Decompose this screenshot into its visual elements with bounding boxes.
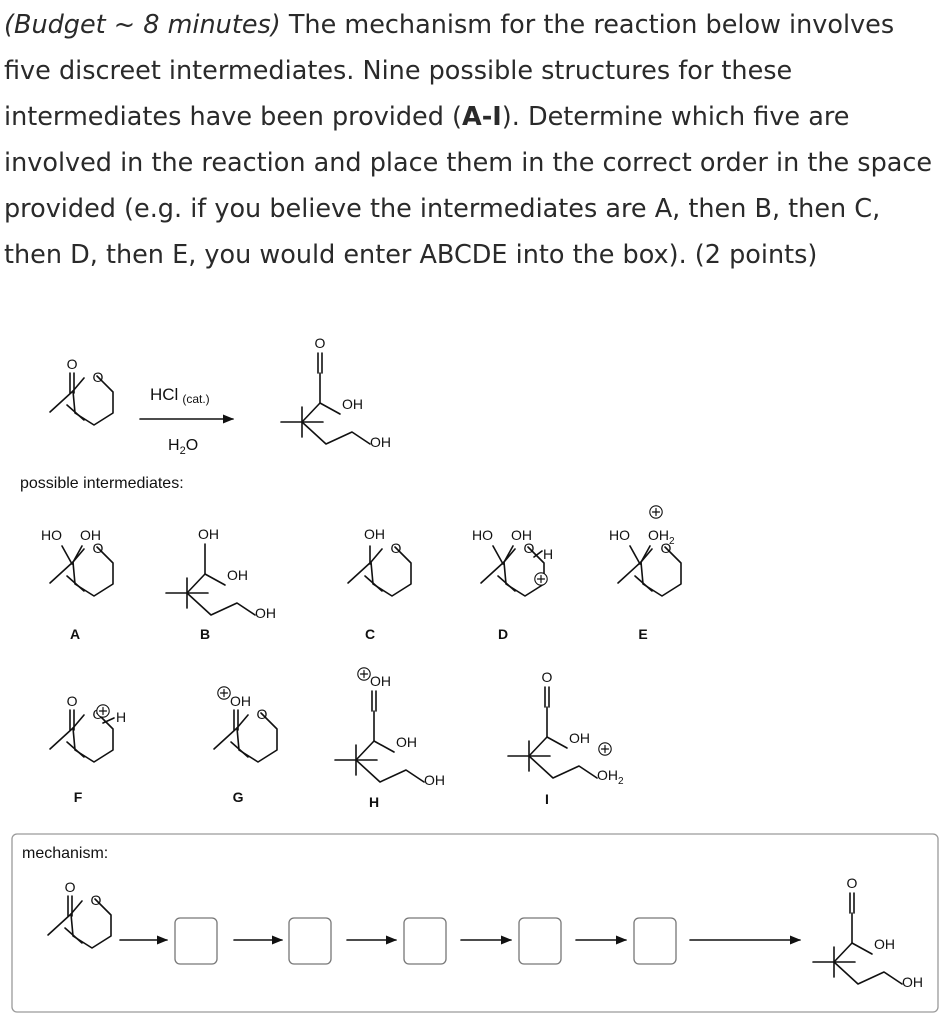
- svg-text:OH: OH: [569, 730, 590, 746]
- intermediate-a: [41, 527, 113, 642]
- svg-text:HO: HO: [41, 527, 62, 543]
- intermediate-c: [348, 526, 411, 642]
- svg-text:O: O: [314, 335, 326, 351]
- svg-text:OH2: $OH_2$: [597, 767, 624, 787]
- svg-text:OH: OH: [80, 527, 101, 543]
- svg-text:O: O: [66, 356, 78, 372]
- intermediate-i: [508, 669, 624, 807]
- svg-text:O: O: [66, 693, 78, 709]
- svg-text:O: O: [64, 879, 76, 895]
- svg-text:HO: HO: [609, 527, 630, 543]
- svg-text:G: G: [232, 789, 244, 805]
- svg-text:H: H: [543, 546, 554, 562]
- intermediate-e: [609, 506, 681, 642]
- svg-text:OH2: $OH_2$: [648, 527, 675, 547]
- svg-text:I: I: [545, 791, 549, 807]
- answer-box-1[interactable]: [175, 918, 217, 964]
- intermediate-b: [166, 526, 276, 642]
- mechanism-panel: [12, 834, 938, 1012]
- svg-text:OH: OH: [370, 434, 391, 450]
- svg-text:OH: OH: [198, 526, 219, 542]
- mechanism-title: mechanism:: [22, 845, 109, 862]
- svg-text:OH: OH: [902, 974, 923, 990]
- svg-text:HCl(cat.): HCl (cat.): [150, 385, 210, 406]
- intermediate-d: [472, 527, 553, 642]
- svg-text:OH: OH: [874, 936, 895, 952]
- question-range: A-I: [461, 102, 502, 132]
- starting-material: [50, 356, 113, 425]
- svg-text:C: C: [364, 626, 376, 642]
- svg-text:OH: OH: [511, 527, 532, 543]
- svg-text:O: O: [846, 875, 858, 891]
- answer-box-4[interactable]: [519, 918, 561, 964]
- svg-text:OH: OH: [424, 772, 445, 788]
- svg-text:B: B: [199, 626, 211, 642]
- svg-text:HO: HO: [472, 527, 493, 543]
- svg-text:H: H: [368, 794, 380, 810]
- intermediate-h: [335, 668, 445, 810]
- svg-text:OH: OH: [227, 567, 248, 583]
- intermediate-f: [50, 693, 126, 805]
- svg-text:F: F: [73, 789, 83, 805]
- svg-text:E: E: [638, 626, 648, 642]
- svg-text:O: O: [541, 669, 553, 685]
- svg-text:OH: OH: [396, 734, 417, 750]
- product: [281, 335, 391, 450]
- intermediates-heading: possible intermediates:: [20, 475, 184, 492]
- svg-text:OH: OH: [230, 693, 251, 709]
- question-text-1: The mechanism for the reaction below involves five discreet intermediates. Nine possible structures for these intermediates have been provided (: [4, 10, 895, 132]
- svg-text:OH: OH: [370, 673, 391, 689]
- svg-text:OH: OH: [342, 396, 363, 412]
- svg-text:A: A: [69, 626, 81, 642]
- svg-text:OH: OH: [255, 605, 276, 621]
- svg-text:D: D: [497, 626, 509, 642]
- reaction-conditions: [140, 385, 233, 457]
- intermediate-g: [214, 687, 277, 805]
- answer-box-5[interactable]: [634, 918, 676, 964]
- svg-text:OH: OH: [364, 526, 385, 542]
- question-text-2: ). Determine which five are involved in the reaction and place them in the correct order in the space provided (e.g. if you believe the intermediates are A, then B, then C, then D, then E, you would enter ABCDE into the box). (2 points): [4, 102, 933, 270]
- answer-box-3[interactable]: [404, 918, 446, 964]
- svg-text:H2O: $H_2O$: [168, 437, 199, 457]
- answer-box-2[interactable]: [289, 918, 331, 964]
- svg-text:H: H: [116, 709, 127, 725]
- question-budget: (Budget ~ 8 minutes): [4, 10, 281, 40]
